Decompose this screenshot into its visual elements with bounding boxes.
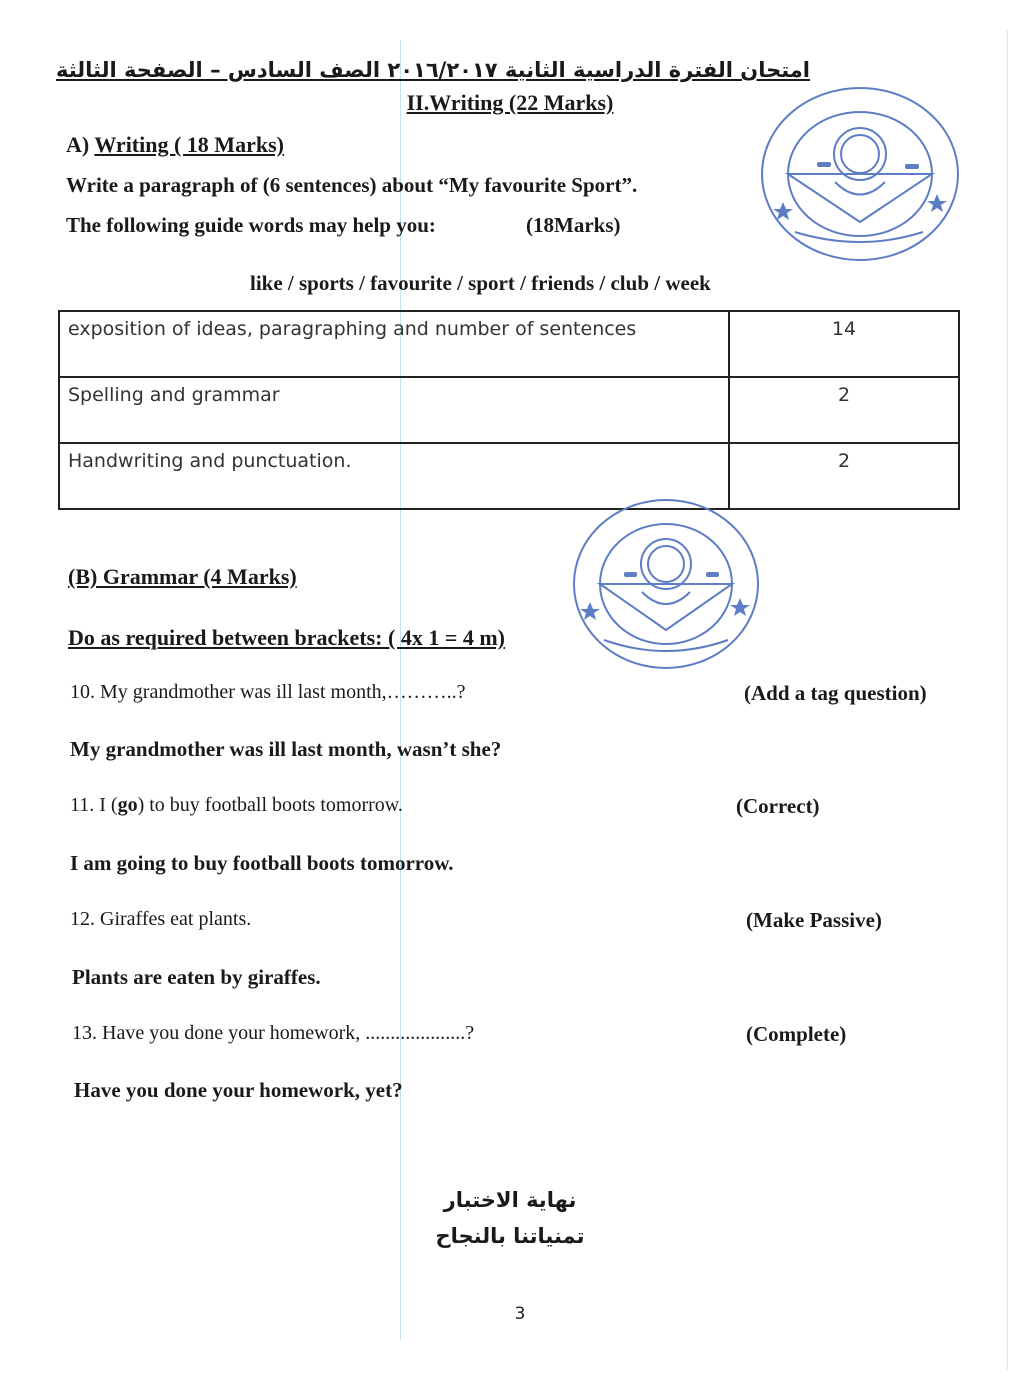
table-row <box>59 443 959 509</box>
answer-10: My grandmother was ill last month, wasn’t she? <box>70 737 502 761</box>
part-a-label: A) <box>66 132 90 157</box>
question-11 <box>70 794 403 817</box>
answer-11: I am going to buy football boots tomorrow. <box>70 851 454 875</box>
official-stamp-icon <box>755 82 965 267</box>
official-stamp-icon <box>568 494 764 676</box>
part-a-heading <box>66 132 284 158</box>
answer-13: Have you done your homework, yet? <box>74 1078 403 1102</box>
question-11-verb: go <box>117 794 138 816</box>
page-header: امتحان الفترة الدراسية الثانية ٢٠١٦/٢٠١٧ الصف السادس – الصفحة الثالثة <box>55 58 810 82</box>
task-10: (Add a tag question) <box>744 681 927 705</box>
part-a-instruction: Write a paragraph of (6 sentences) about “My favourite Sport”. <box>66 173 638 197</box>
rubric-score: 2 <box>729 443 959 509</box>
question-10: 10. My grandmother was ill last month,………..? <box>70 681 466 703</box>
question-11-suffix: ) to buy football boots tomorrow. <box>137 794 403 816</box>
guide-text: The following guide words may help you: <box>66 213 436 237</box>
question-12: 12. Giraffes eat plants. <box>70 908 252 930</box>
guide-words: like / sports / favourite / sport / friends / club / week <box>250 271 711 295</box>
task-12: (Make Passive) <box>746 908 882 932</box>
guide-marks: (18Marks) <box>526 213 621 237</box>
rubric-criterion: Spelling and grammar <box>59 377 729 443</box>
rubric-score: 2 <box>729 377 959 443</box>
question-13: 13. Have you done your homework, ....................? <box>72 1022 475 1044</box>
answer-12: Plants are eaten by giraffes. <box>72 965 321 989</box>
page-number: 3 <box>514 1304 526 1324</box>
task-13: (Complete) <box>746 1022 847 1046</box>
scan-edge-line <box>1007 30 1008 1370</box>
rubric-score: 14 <box>729 311 959 377</box>
rubric-table <box>58 310 960 510</box>
table-row <box>59 377 959 443</box>
table-row <box>59 311 959 377</box>
closing-line-2: تمنياتنا بالنجاح <box>435 1224 585 1248</box>
closing-line-1: نهاية الاختبار <box>443 1188 577 1212</box>
part-b-title: (B) Grammar (4 Marks) <box>68 564 297 589</box>
rubric-criterion: exposition of ideas, paragraphing and number of sentences <box>59 311 729 377</box>
task-11: (Correct) <box>736 794 820 818</box>
section-title: II.Writing (22 Marks) <box>406 90 614 115</box>
part-a-title: Writing ( 18 Marks) <box>94 132 284 157</box>
part-b-instruction: Do as required between brackets: ( 4x 1 = 4 m) <box>68 625 506 650</box>
rubric-criterion: Handwriting and punctuation. <box>59 443 729 509</box>
question-11-prefix: 11. I ( <box>70 794 118 816</box>
